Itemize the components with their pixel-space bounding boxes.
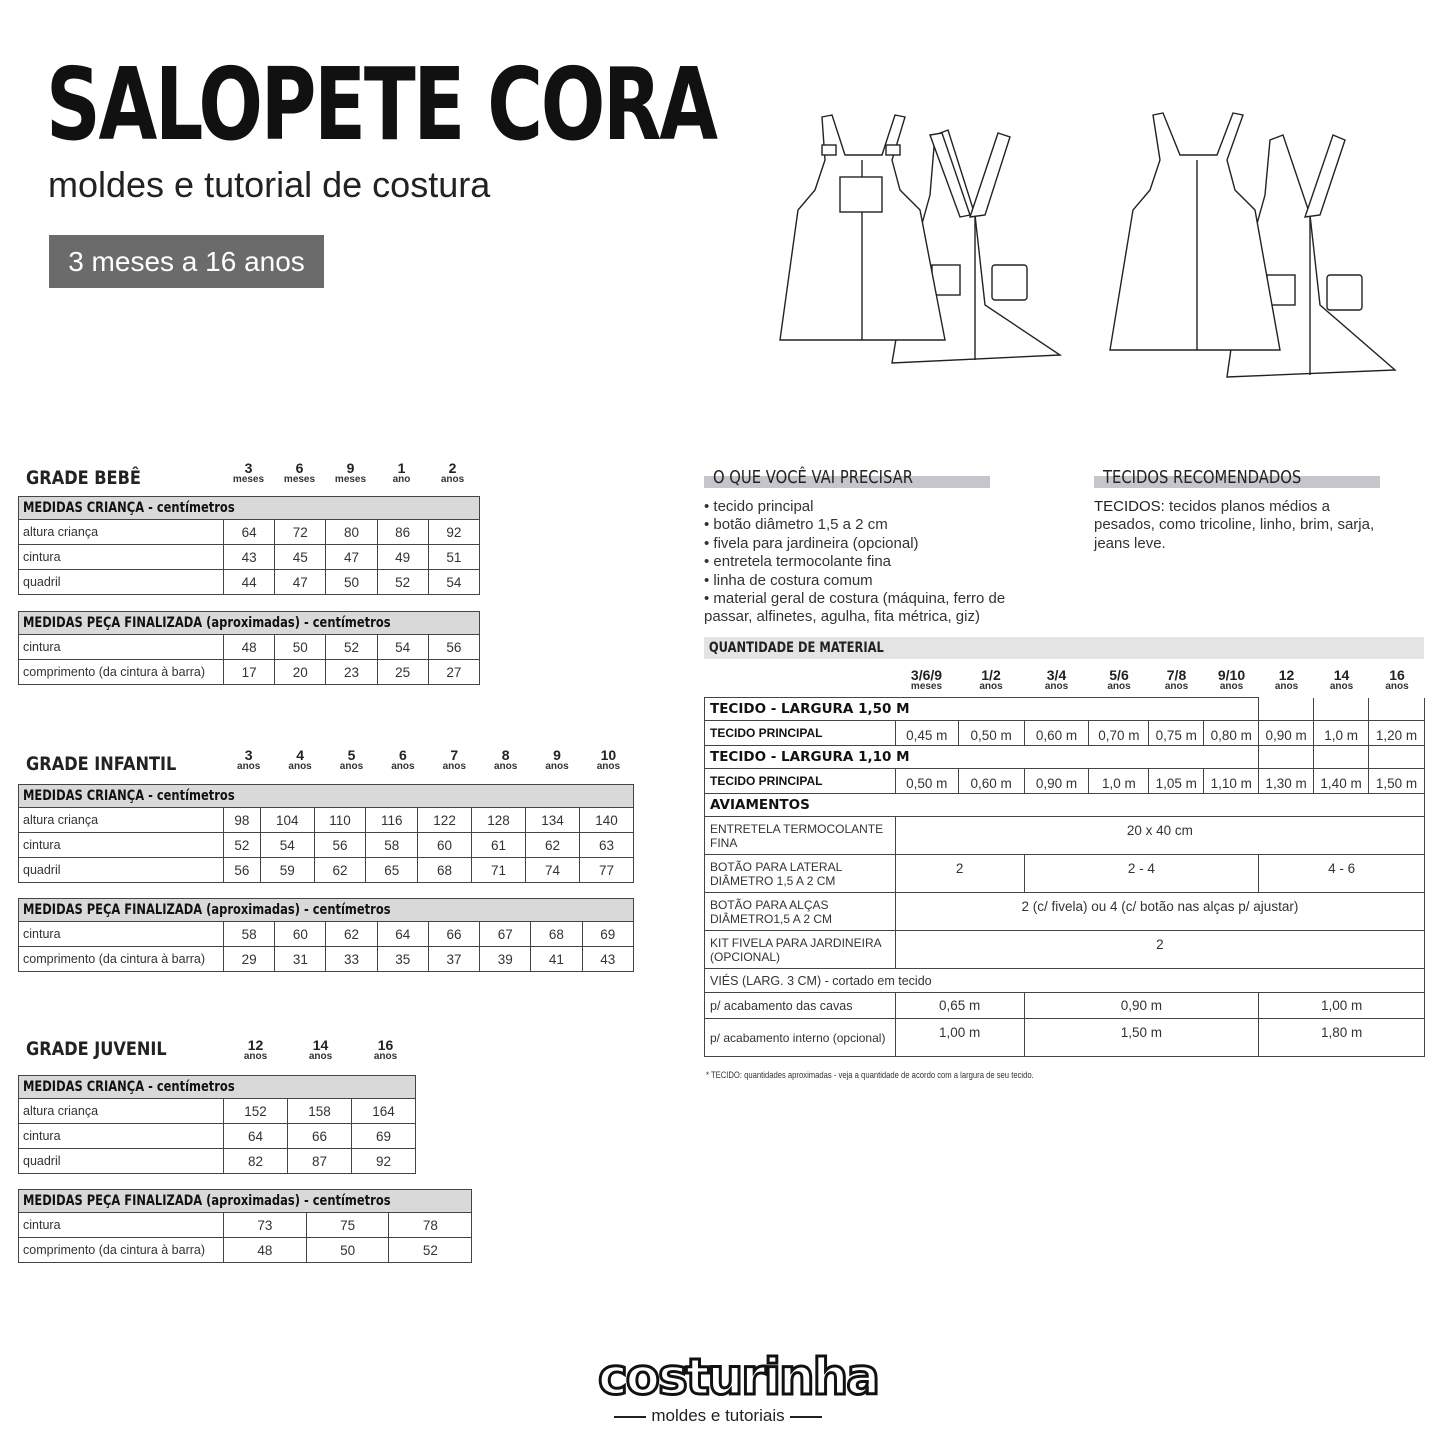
column-unit: anos	[1107, 681, 1131, 692]
cell: 116	[366, 808, 418, 833]
cell: 48	[224, 1238, 307, 1263]
cell: 20	[275, 660, 326, 685]
grade-juvenil-finished-table	[18, 1189, 472, 1263]
cell: 52	[326, 635, 377, 660]
list-item: • fivela para jardineira (opcional)	[704, 534, 919, 552]
row-label: BOTÃO PARA ALÇAS DIÂMETRO1,5 A 2 CM	[705, 893, 896, 931]
grade-bebe-title: GRADE BEBÊ	[26, 467, 141, 489]
cell: 4 - 6	[1259, 855, 1425, 893]
fabrics-title: TECIDOS RECOMENDADOS	[1103, 467, 1302, 488]
aviamentos-header: AVIAMENTOS	[705, 794, 1425, 817]
cell: 69	[582, 922, 633, 947]
column-unit: meses	[334, 474, 367, 485]
size-range-badge: 3 meses a 16 anos	[49, 235, 324, 288]
table-row	[19, 660, 480, 685]
cell: 128	[472, 808, 526, 833]
column-size: 8	[501, 747, 510, 763]
column-unit: anos	[1329, 681, 1354, 692]
cell: 61	[472, 833, 526, 858]
row-label: quadril	[19, 570, 224, 595]
column-unit: anos	[545, 761, 569, 772]
cell: 1,05 m	[1149, 769, 1204, 794]
cell: 74	[526, 858, 580, 883]
cell: 92	[428, 520, 479, 545]
row-label: p/ acabamento das cavas	[705, 993, 896, 1019]
column-unit: anos	[391, 761, 415, 772]
column-unit: anos	[1274, 681, 1299, 692]
cell: 56	[428, 635, 479, 660]
row-label: cintura	[19, 833, 224, 858]
grade-bebe-finished-table	[18, 611, 480, 685]
column-size: 5/6	[1109, 667, 1129, 683]
cell: 2 - 4	[1024, 855, 1259, 893]
column-size: 6	[295, 460, 304, 476]
column-size: 12	[1278, 667, 1295, 683]
column-size: 16	[1389, 667, 1405, 683]
cell: 2	[895, 855, 1024, 893]
section-label: MEDIDAS PEÇA FINALIZADA (aproximadas) - centímetros	[23, 902, 391, 918]
cell: 63	[579, 833, 633, 858]
cell: 69	[352, 1124, 416, 1149]
material-title: QUANTIDADE DE MATERIAL	[708, 640, 884, 656]
table-row	[19, 1099, 416, 1124]
row-label: comprimento (da cintura à barra)	[19, 947, 224, 972]
fabrics-description	[1094, 498, 1394, 553]
cell: 54	[260, 833, 314, 858]
cell: 134	[526, 808, 580, 833]
logo-tagline-row	[598, 1406, 838, 1426]
cell: 35	[377, 947, 428, 972]
cell: 52	[377, 570, 428, 595]
cell: 29	[224, 947, 275, 972]
divider	[614, 1416, 646, 1418]
list-item: • material geral de costura (máquina, ferro de	[704, 590, 1006, 608]
row-label: comprimento (da cintura à barra)	[19, 660, 224, 685]
column-unit: anos	[442, 761, 466, 772]
column-unit: anos	[1044, 681, 1069, 692]
column-size: 16	[377, 1037, 394, 1053]
table-row	[19, 1238, 472, 1263]
row-label: VIÉS (LARG. 3 CM) - cortado em tecido	[705, 969, 1425, 993]
table-row	[705, 969, 1425, 993]
cell: 50	[306, 1238, 389, 1263]
column-unit: anos	[339, 761, 364, 772]
column-size: 14	[1333, 667, 1350, 683]
cell: 17	[224, 660, 275, 685]
column-unit: anos	[596, 761, 621, 772]
cell: 54	[428, 570, 479, 595]
column-unit: anos	[1385, 681, 1409, 692]
table-row	[705, 769, 1425, 794]
row-label: cintura	[19, 635, 224, 660]
table-row	[19, 570, 480, 595]
column-unit: anos	[979, 681, 1003, 692]
cell: 1,0 m	[1314, 721, 1369, 746]
page-subtitle: moldes e tutorial de costura	[48, 164, 491, 205]
cell: 0,50 m	[958, 721, 1024, 746]
costurinha-logo	[598, 1348, 878, 1426]
cell: 33	[326, 947, 377, 972]
cell: 56	[224, 858, 261, 883]
cell: 152	[224, 1099, 288, 1124]
needs-title: O QUE VOCÊ VAI PRECISAR	[713, 467, 913, 488]
cell: 82	[224, 1149, 288, 1174]
material-table	[704, 697, 1425, 1057]
cell: 0,90 m	[1259, 721, 1314, 746]
table-row	[705, 931, 1425, 969]
table-row	[19, 1149, 416, 1174]
column-unit: anos	[493, 761, 518, 772]
table-row	[705, 993, 1425, 1019]
cell: 27	[428, 660, 479, 685]
cell: 58	[366, 833, 418, 858]
cell: 39	[480, 947, 531, 972]
cell: 1,50 m	[1024, 1019, 1259, 1057]
cell: 98	[224, 808, 261, 833]
column-size: 9/10	[1217, 667, 1246, 683]
section-label: MEDIDAS PEÇA FINALIZADA (aproximadas) - centímetros	[23, 1193, 391, 1209]
column-unit: anos	[308, 1051, 333, 1062]
cell: 60	[418, 833, 472, 858]
cell: 0,90 m	[1024, 769, 1089, 794]
cell: 50	[275, 635, 326, 660]
material-column-headers	[895, 668, 1425, 692]
grade-bebe-column-headers	[223, 461, 478, 485]
cell: 47	[326, 545, 377, 570]
column-unit: anos	[440, 474, 465, 485]
footnote: * TECIDO: quantidades aproximadas - veja a quantidade de acordo com a largura de seu tecido.	[706, 1070, 1034, 1080]
row-label: BOTÃO PARA LATERAL DIÂMETRO 1,5 A 2 CM	[705, 855, 896, 893]
cell: 1,0 m	[1089, 769, 1149, 794]
row-label: KIT FIVELA PARA JARDINEIRA (OPCIONAL)	[705, 931, 896, 969]
table-row	[19, 545, 480, 570]
overall-dress-back-illustration	[1105, 105, 1405, 385]
column-size: 7/8	[1166, 667, 1187, 683]
row-label: TECIDO PRINCIPAL	[705, 769, 896, 794]
grade-juvenil-title: GRADE JUVENIL	[26, 1038, 167, 1060]
cell: 0,45 m	[895, 721, 958, 746]
section-label: MEDIDAS CRIANÇA - centímetros	[23, 1079, 235, 1095]
column-unit: anos	[1164, 681, 1189, 692]
column-size: 5	[347, 747, 356, 763]
cell: 140	[579, 808, 633, 833]
cell: 158	[288, 1099, 352, 1124]
cell: 67	[480, 922, 531, 947]
cell: 64	[377, 922, 428, 947]
cell: 0,50 m	[895, 769, 958, 794]
table-row	[705, 893, 1425, 931]
cell: 78	[389, 1213, 472, 1238]
cell: 1,80 m	[1259, 1019, 1425, 1057]
cell: 64	[224, 1124, 288, 1149]
cell: 164	[352, 1099, 416, 1124]
column-unit: anos	[1219, 681, 1244, 692]
row-label: cintura	[19, 922, 224, 947]
table-row	[19, 520, 480, 545]
cell: 0,75 m	[1149, 721, 1204, 746]
cell: 52	[224, 833, 261, 858]
overall-dress-pocket-illustration	[770, 105, 1070, 375]
cell: 1,50 m	[1369, 769, 1425, 794]
cell: 110	[314, 808, 366, 833]
cell: 62	[326, 922, 377, 947]
cell: 23	[326, 660, 377, 685]
cell: 122	[418, 808, 472, 833]
cell: 87	[288, 1149, 352, 1174]
cell: 59	[260, 858, 314, 883]
row-label: altura criança	[19, 1099, 224, 1124]
grade-infantil-table	[18, 784, 634, 883]
cell: 47	[275, 570, 326, 595]
grade-infantil-title: GRADE INFANTIL	[26, 753, 177, 775]
cell: 68	[531, 922, 582, 947]
cell: 0,65 m	[895, 993, 1024, 1019]
cell: 1,00 m	[1259, 993, 1425, 1019]
cell: 25	[377, 660, 428, 685]
table-row	[19, 947, 634, 972]
column-size: 1	[397, 460, 406, 476]
list-item: • linha de costura comum	[704, 571, 873, 589]
row-label: ENTRETELA TERMOCOLANTE FINA	[705, 817, 896, 855]
table-row	[705, 855, 1425, 893]
cell: 0,60 m	[1024, 721, 1089, 746]
grade-infantil-finished-table	[18, 898, 634, 972]
cell: 2	[895, 931, 1424, 969]
row-label: comprimento (da cintura à barra)	[19, 1238, 224, 1263]
section-label: MEDIDAS PEÇA FINALIZADA (aproximadas) - centímetros	[23, 615, 391, 631]
column-size: 7	[450, 747, 459, 763]
cell: 68	[418, 858, 472, 883]
cell: 49	[377, 545, 428, 570]
row-label: cintura	[19, 1213, 224, 1238]
column-size: 3	[244, 747, 253, 763]
cell: 51	[428, 545, 479, 570]
needs-list	[704, 498, 1005, 627]
column-unit: anos	[243, 1051, 268, 1062]
table-row	[705, 817, 1425, 855]
cell: 54	[377, 635, 428, 660]
column-size: 9	[346, 460, 355, 476]
column-unit: meses	[910, 681, 943, 692]
cell: 1,40 m	[1314, 769, 1369, 794]
cell: 1,30 m	[1259, 769, 1314, 794]
row-label: TECIDO PRINCIPAL	[705, 721, 896, 746]
material-title-bar	[704, 637, 1424, 659]
column-size: 6	[398, 747, 407, 763]
cell: 52	[389, 1238, 472, 1263]
column-size: 12	[247, 1037, 264, 1053]
cell: 65	[366, 858, 418, 883]
list-item: passar, alfinetes, agulha, fita métrica, giz)	[704, 608, 980, 626]
cell: 60	[275, 922, 326, 947]
cell: 75	[306, 1213, 389, 1238]
cell: 1,20 m	[1369, 721, 1425, 746]
column-size: 10	[600, 747, 617, 763]
cell: 45	[275, 545, 326, 570]
column-unit: anos	[237, 761, 261, 772]
cell: 77	[579, 858, 633, 883]
cell: 1,10 m	[1204, 769, 1259, 794]
cell: 73	[224, 1213, 307, 1238]
cell: 41	[531, 947, 582, 972]
column-unit: ano	[392, 474, 411, 485]
cell: 64	[224, 520, 275, 545]
row-label: altura criança	[19, 520, 224, 545]
cell: 104	[260, 808, 314, 833]
table-row	[19, 922, 634, 947]
column-size: 2	[448, 460, 457, 476]
section-label: MEDIDAS CRIANÇA - centímetros	[23, 500, 235, 516]
table-row	[19, 858, 634, 883]
table-row	[19, 808, 634, 833]
column-size: 1/2	[981, 667, 1001, 683]
cell: 0,80 m	[1204, 721, 1259, 746]
row-label: quadril	[19, 1149, 224, 1174]
logo-wordmark: costurinha	[598, 1348, 878, 1406]
cell: 66	[428, 922, 479, 947]
column-unit: anos	[288, 761, 312, 772]
row-label: cintura	[19, 1124, 224, 1149]
fabrics-label: TECIDOS:	[1094, 498, 1165, 515]
fabrics-text: tecidos planos médios a pesados, como tricoline, linho, brim, sarja, jeans leve.	[1094, 498, 1375, 552]
row-label: cintura	[19, 545, 224, 570]
column-size: 9	[553, 747, 561, 763]
table-row	[19, 635, 480, 660]
page-title: SALOPETE CORA	[46, 46, 716, 163]
cell: 1,00 m	[895, 1019, 1024, 1057]
row-label: p/ acabamento interno (opcional)	[705, 1019, 896, 1057]
grade-juvenil-table	[18, 1075, 416, 1174]
column-size: 3	[244, 460, 253, 476]
divider	[790, 1416, 822, 1418]
grade-bebe-table	[18, 496, 480, 595]
cell: 0,60 m	[958, 769, 1024, 794]
list-item: • botão diâmetro 1,5 a 2 cm	[704, 516, 888, 534]
cell: 72	[275, 520, 326, 545]
cell: 31	[275, 947, 326, 972]
table-row	[19, 1124, 416, 1149]
cell: 58	[224, 922, 275, 947]
column-unit: anos	[373, 1051, 398, 1062]
list-item: • entretela termocolante fina	[704, 553, 892, 571]
column-unit: meses	[232, 474, 265, 485]
table-row	[705, 1019, 1425, 1057]
grade-infantil-column-headers	[223, 748, 634, 772]
tecido110-header: TECIDO - LARGURA 1,10 M	[705, 746, 1259, 769]
section-label: MEDIDAS CRIANÇA - centímetros	[23, 788, 235, 804]
table-row	[19, 833, 634, 858]
cell: 43	[224, 545, 275, 570]
cell: 20 x 40 cm	[895, 817, 1424, 855]
cell: 62	[314, 858, 366, 883]
column-unit: meses	[283, 474, 316, 485]
cell: 80	[326, 520, 377, 545]
cell: 62	[526, 833, 580, 858]
column-size: 4	[296, 747, 304, 763]
cell: 92	[352, 1149, 416, 1174]
cell: 37	[428, 947, 479, 972]
column-size: 3/6/9	[910, 667, 943, 683]
row-label: altura criança	[19, 808, 224, 833]
cell: 56	[314, 833, 366, 858]
cell: 0,70 m	[1089, 721, 1149, 746]
row-label: quadril	[19, 858, 224, 883]
cell: 2 (c/ fivela) ou 4 (c/ botão nas alças p/ ajustar)	[895, 893, 1424, 931]
grade-juvenil-column-headers	[223, 1038, 418, 1062]
list-item: • tecido principal	[704, 498, 814, 515]
cell: 43	[582, 947, 633, 972]
cell: 0,90 m	[1024, 993, 1259, 1019]
cell: 71	[472, 858, 526, 883]
table-row	[705, 721, 1425, 746]
logo-tagline: moldes e tutoriais	[651, 1406, 785, 1425]
column-size: 14	[312, 1037, 329, 1053]
cell: 48	[224, 635, 275, 660]
table-row	[19, 1213, 472, 1238]
tecido150-header: TECIDO - LARGURA 1,50 M	[705, 698, 1259, 721]
cell: 86	[377, 520, 428, 545]
cell: 44	[224, 570, 275, 595]
cell: 50	[326, 570, 377, 595]
cell: 66	[288, 1124, 352, 1149]
column-size: 3/4	[1046, 667, 1067, 683]
